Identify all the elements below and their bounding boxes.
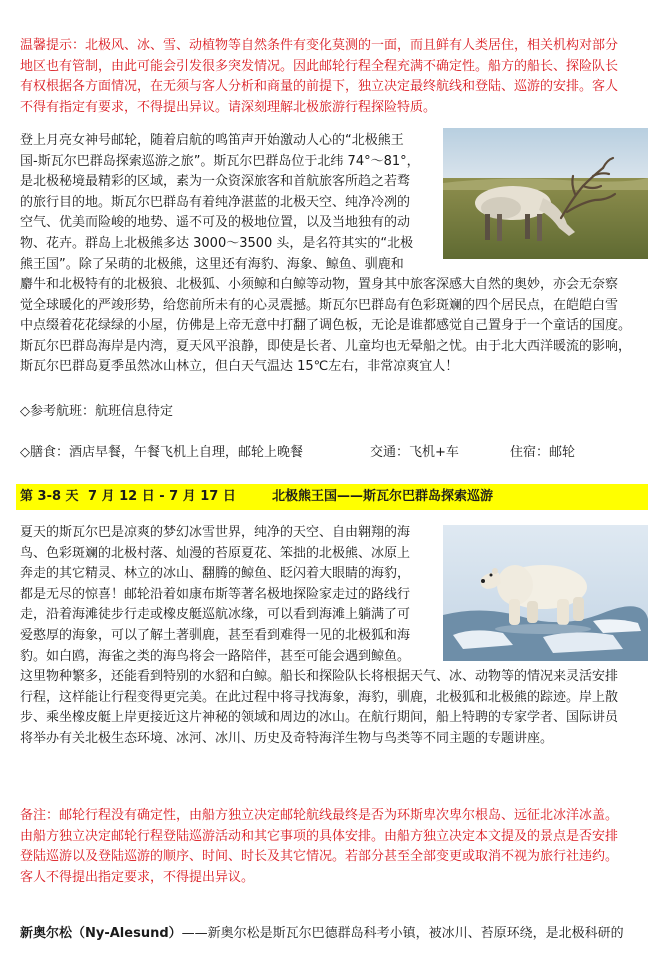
summer-paragraph-bottom bbox=[20, 667, 648, 749]
notice-line: 地区也有管制，由此可能会引发很多突发情况。因此邮轮行程全程充满不确定性。船方的船长、探险队长 bbox=[20, 58, 619, 74]
intro-line: 国-斯瓦尔巴群岛探索巡游之旅”。斯瓦尔巴群岛位于北纬 74°～81°， bbox=[20, 153, 420, 169]
intro-line: 觉全球暖化的严竣形势，给您前所未有的心灵震撼。斯瓦尔巴群岛有色彩斑斓的四个居民点，在皑皑白雪 bbox=[20, 297, 619, 313]
notice-line: 有权根据各方面情况，在无须与客人分析和商量的前提下，独立决定最终航线和登陆、巡游的安排。客人 bbox=[20, 79, 619, 95]
reindeer-photo bbox=[443, 128, 648, 259]
summer-line: 这里物种繁多，还能看到特别的水貂和白鲸。船长和探险队长将根据天气、冰、动物等的情况来灵活安排 bbox=[20, 669, 619, 684]
intro-line: 熊王国”。除了呆萌的北极熊，这里还有海豹、海象、鲸鱼、驯鹿和 bbox=[20, 256, 404, 272]
day-dates: 7 月 12 日 - 7 月 17 日 bbox=[88, 489, 236, 504]
remark-line: 由船方独立决定邮轮行程登陆巡游活动和其它事项的具体安排。由船方独立决定本文提及的景点是否安排 bbox=[20, 828, 619, 844]
summer-line: 走，沿着海滩徒步行走或橡皮艇巡航冰缘，可以看到海滩上躺满了可 bbox=[20, 607, 411, 623]
polar-bear-illustration bbox=[443, 525, 648, 661]
flight-info: ◇参考航班：航班信息待定 bbox=[20, 404, 173, 419]
reindeer-illustration bbox=[443, 128, 648, 259]
remark-line: 备注：邮轮行程没有确定性，由船方独立决定邮轮航线最终是否为环斯卑次卑尔根岛、远征北冰洋冰盖。 bbox=[20, 808, 619, 823]
summer-line: 奔走的其它精灵、林立的冰山、翻腾的鲸鱼、眨闪着大眼睛的海豹， bbox=[20, 566, 411, 582]
intro-line: 麝牛和北极特有的北极狼、北极狐、小须鲸和白鲸等动物，置身其中旅客深感大自然的奥妙，亦会无奈察 bbox=[20, 277, 619, 292]
transport-info: 交通：飞机+车 bbox=[370, 445, 459, 460]
polar-bear-photo bbox=[443, 525, 648, 661]
meal-info: ◇膳食：酒店早餐，午餐飞机上自理，邮轮上晚餐 bbox=[20, 445, 303, 460]
remark-line: 登陆巡游以及登陆巡游的顺序、时间、时长及其它情况。若部分甚至全部变更或取消不视为旅行社违约。 bbox=[20, 849, 619, 865]
summer-paragraph-top bbox=[20, 523, 428, 667]
intro-line: 斯瓦尔巴群岛海岸是内湾，夏天风平浪静，即使是长者、儿童均也无晕船之忧。由于北大西洋暖流的影响， bbox=[20, 338, 632, 354]
remark-paragraph bbox=[20, 806, 648, 888]
ny-alesund-text: ——新奥尔松是斯瓦尔巴德群岛科考小镇，被冰川、苔原环绕，是北极科研的 bbox=[181, 926, 624, 941]
meals-row bbox=[20, 443, 648, 463]
day-range: 第 3-8 天 bbox=[20, 489, 79, 504]
notice-paragraph bbox=[20, 36, 648, 118]
ny-alesund-paragraph bbox=[20, 924, 648, 945]
summer-line: 都是无尽的惊喜！邮轮沿着如康布斯等著名极地探险家走过的路线行 bbox=[20, 586, 411, 602]
notice-line: 不得有指定有要求，不得提出异议。请深刻理解北极旅游行程探险特质。 bbox=[20, 99, 437, 115]
summer-line: 步、乘坐橡皮艇上岸更接近这片神秘的领域和周边的冰山。在航行期间，船上特聘的专家学者、国际讲员 bbox=[20, 710, 619, 726]
day-title: 北极熊王国——斯瓦尔巴群岛探索巡游 bbox=[272, 489, 494, 504]
ny-alesund-line bbox=[20, 924, 648, 945]
remark-line: 客人不得提出指定要求，不得提出异议。 bbox=[20, 869, 255, 885]
summer-line: 爱憨厚的海象，可以了解土著驯鹿，甚至看到难得一见的北极狐和海 bbox=[20, 627, 411, 643]
summer-line: 豹。如白鸥，海雀之类的海鸟将会一路陪伴，甚至可能会遇到鲸鱼。 bbox=[20, 648, 411, 664]
intro-line: 登上月亮女神号邮轮，随着启航的鸣笛声开始激动人心的“北极熊王 bbox=[20, 133, 404, 148]
intro-line: 的旅行目的地。斯瓦尔巴群岛有着纯净湛蓝的北极天空、纯净冷冽的 bbox=[20, 194, 411, 210]
intro-line: 斯瓦尔巴群岛夏季虽然冰山林立，但白天气温达 15℃左右，非常凉爽宜人！ bbox=[20, 359, 459, 375]
summer-line: 鸟、色彩斑斓的北极村落、灿漫的苔原夏花、笨拙的北极熊、冰原上 bbox=[20, 545, 411, 561]
summer-line: 夏天的斯瓦尔巴是凉爽的梦幻冰雪世界，纯净的天空、自由翱翔的海 bbox=[20, 525, 411, 540]
intro-paragraph-top bbox=[20, 131, 428, 275]
day-header-bar bbox=[16, 484, 648, 510]
intro-line: 物、花卉。群岛上北极熊多达 3000～3500 头，是名符其实的“北极 bbox=[20, 235, 414, 251]
intro-paragraph-bottom bbox=[20, 275, 648, 378]
intro-line: 是北极秘境最精彩的区域，素为一众资深旅客和首航旅客所趋之若骛 bbox=[20, 174, 411, 190]
summer-line: 将举办有关北极生态环境、冰河、冰川、历史及奇特海洋生物与鸟类等不同主题的专题讲座。 bbox=[20, 730, 554, 746]
notice-line: 温馨提示：北极风、冰、雪、动植物等自然条件有变化莫测的一面，而且鲜有人类居住，相关机构对部分 bbox=[20, 38, 619, 53]
intro-line: 中点缀着花花绿绿的小屋，仿佛是上帝无意中打翻了调色板，无论是谁都感觉自己置身于一个童话的国度。 bbox=[20, 318, 632, 334]
ny-alesund-name: 新奥尔松（Ny-Alesund） bbox=[20, 926, 182, 941]
intro-line: 空气、优美而险峻的地势、遥不可及的极地位置，以及当地独有的动 bbox=[20, 215, 411, 231]
lodging-info: 住宿：邮轮 bbox=[510, 445, 576, 460]
summer-line: 行程，这样能让行程变得更完美。在此过程中将寻找海象，海豹，驯鹿，北极狐和北极熊的踪迹。岸上散 bbox=[20, 689, 619, 705]
